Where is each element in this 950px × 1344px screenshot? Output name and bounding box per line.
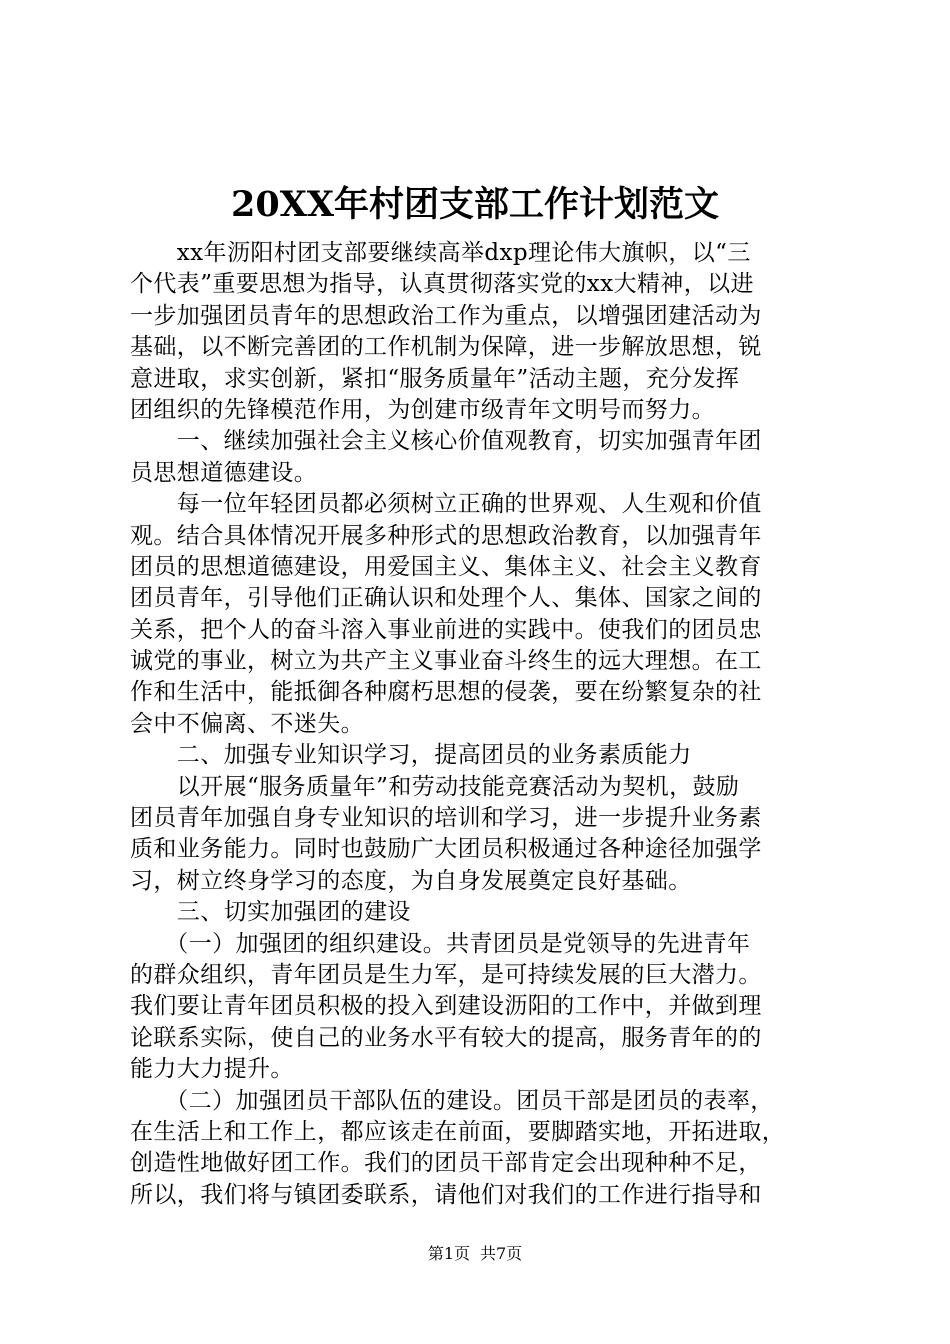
body-line: 以开展“服务质量年”和劳动技能竞赛活动为契机，鼓励 — [130, 773, 740, 800]
body-line: 的群众组织，青年团员是生力军，是可持续发展的巨大潜力。 — [130, 961, 762, 988]
body-line: 观。结合具体情况开展多种形式的思想政治教育，以加强青年 — [130, 522, 762, 549]
page-total: 共7页 — [480, 1244, 523, 1263]
section-heading-1-cont: 员思想道德建设。 — [130, 459, 318, 486]
body-line: 团组织的先锋模范作用，为创建市级青年文明号而努力。 — [130, 396, 715, 423]
body-line: 所以，我们将与镇团委联系，请他们对我们的工作进行指导和 — [130, 1181, 762, 1208]
body-line: 论联系实际，使自己的业务水平有较大的提高，服务青年的的 — [130, 1024, 762, 1051]
body-line: 作和生活中，能抵御各种腐朽思想的侵袭，要在纷繁复杂的社 — [130, 679, 762, 706]
body-line: 个代表”重要思想为指导，认真贯彻落实党的xx大精神，以进 — [130, 271, 754, 298]
section-heading-1: 一、继续加强社会主义核心价值观教育，切实加强青年团 — [130, 428, 762, 455]
document-body — [130, 238, 830, 1211]
body-line: 习，树立终身学习的态度，为自身发展奠定良好基础。 — [130, 867, 692, 894]
body-line: （一）加强团的组织建设。共青团员是党领导的先进青年 — [130, 930, 751, 957]
body-line: xx年沥阳村团支部要继续高举dxp理论伟大旗帜，以“三 — [130, 240, 751, 266]
body-line: 会中不偏离、不迷失。 — [130, 710, 364, 737]
body-line: 在生活上和工作上，都应该走在前面，要脚踏实地，开拓进取， — [130, 1118, 786, 1145]
body-line: 我们要让青年团员积极的投入到建设沥阳的工作中，并做到理 — [130, 993, 762, 1020]
body-line: 诚党的事业，树立为共产主义事业奋斗终生的远大理想。在工 — [130, 648, 762, 675]
body-line: （二）加强团员干部队伍的建设。团员干部是团员的表率， — [130, 1087, 774, 1114]
body-line: 团员青年，引导他们正确认识和处理个人、集体、国家之间的 — [130, 585, 762, 612]
page-number: 第1页 — [427, 1244, 470, 1263]
body-line: 创造性地做好团工作。我们的团员干部肯定会出现种种不足， — [130, 1150, 762, 1177]
body-line: 一步加强团员青年的思想政治工作为重点，以增强团建活动为 — [130, 302, 762, 329]
document-title: 20XX年村团支部工作计划范文 — [230, 184, 720, 225]
body-line: 基础，以不断完善团的工作机制为保障，进一步解放思想，锐 — [130, 334, 762, 361]
body-line: 关系，把个人的奋斗溶入事业前进的实践中。使我们的团员忠 — [130, 616, 762, 643]
page-footer — [0, 1244, 950, 1264]
section-heading-3: 三、切实加强团的建设 — [130, 899, 411, 926]
body-line: 能力大力提升。 — [130, 1056, 294, 1083]
body-line: 团员的思想道德建设，用爱国主义、集体主义、社会主义教育 — [130, 553, 762, 580]
body-line: 每一位年轻团员都必须树立正确的世界观、人生观和价值 — [130, 491, 762, 518]
body-line: 质和业务能力。同时也鼓励广大团员积极通过各种途径加强学 — [130, 836, 762, 863]
body-line: 意进取，求实创新，紧扣“服务质量年”活动主题，充分发挥 — [130, 365, 740, 392]
section-heading-2: 二、加强专业知识学习，提高团员的业务素质能力 — [130, 742, 692, 769]
body-line: 团员青年加强自身专业知识的培训和学习，进一步提升业务素 — [130, 805, 762, 832]
